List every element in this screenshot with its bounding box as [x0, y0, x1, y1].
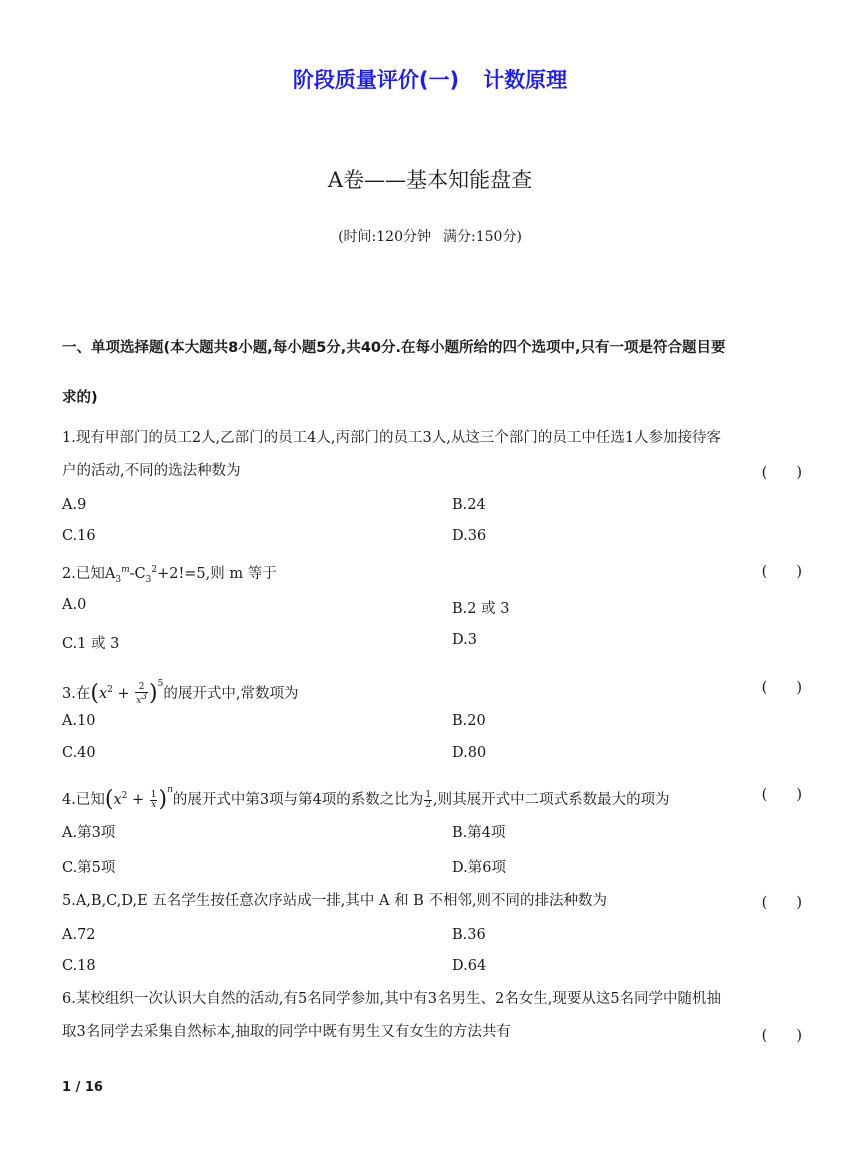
- q2-prefix: 2.已知: [62, 565, 105, 582]
- q1-option-b: B.24: [452, 497, 486, 513]
- time-info: (时间:120分钟: [338, 229, 431, 245]
- q2-formula: $A_3^m-C_3^2+2$!: [104, 565, 185, 585]
- answer-paren-1: ( ): [761, 465, 802, 481]
- q1-option-c: C.16: [62, 528, 96, 544]
- q3-option-a: A.10: [62, 713, 96, 729]
- q4-middle: 的展开式中第3项与第4项的系数之比为: [172, 792, 424, 808]
- question-1-line1: 1.现有甲部门的员工2人,乙部门的员工4人,丙部门的员工3人,从这三个部门的员工中任选1人参加接待客: [62, 430, 722, 446]
- q4-option-d: D.第6项: [452, 860, 506, 876]
- q4-formula: ($x^2$ + $\frac{1}{x}$ )$^n$: [104, 785, 173, 812]
- q3-formula: ($x^2$ + $\frac{2}{x^3}$ )$^5$: [90, 679, 164, 706]
- q4-option-c: C.第5项: [62, 860, 116, 876]
- q4-option-a: A.第3项: [62, 825, 116, 841]
- question-4: [62, 780, 802, 810]
- q2-option-a: A.0: [62, 597, 87, 613]
- title-part2: 计数原理: [483, 68, 568, 92]
- q5-option-b: B.36: [452, 927, 486, 943]
- question-1-line2: 户的活动,不同的选法种数为: [62, 463, 241, 479]
- q4-prefix: 4.已知: [62, 792, 105, 808]
- q4-ratio: $\frac{1}{2}$: [425, 789, 432, 810]
- exam-info: [0, 226, 860, 246]
- question-2: [62, 560, 802, 590]
- q2-suffix: =5,则 m 等于: [184, 565, 277, 582]
- q1-option-d: D.36: [452, 528, 487, 544]
- question-3: [62, 674, 802, 706]
- answer-paren-3: ( ): [761, 680, 802, 696]
- q2-option-b: B.2 或 3: [452, 601, 510, 617]
- paper-subtitle: A卷——基本知能盘查: [327, 168, 533, 192]
- title-part1: 阶段质量评价(一): [292, 68, 460, 92]
- q3-prefix: 3.在: [62, 686, 91, 702]
- answer-paren-5: ( ): [761, 895, 802, 911]
- q2-option-c: C.1 或 3: [62, 636, 120, 652]
- section1-heading: 一、单项选择题(本大题共8小题,每小题5分,共40分.在每小题所给的四个选项中,只有一项是符合题目要: [62, 340, 726, 356]
- q5-option-a: A.72: [62, 927, 96, 943]
- section1-heading-cont: 求的): [62, 390, 98, 406]
- q5-option-d: D.64: [452, 958, 487, 974]
- question-6-line2: 取3名同学去采集自然标本,抽取的同学中既有男生又有女生的方法共有: [62, 1024, 511, 1040]
- answer-paren-6: ( ): [761, 1028, 802, 1044]
- q2-option-d: D.3: [452, 632, 477, 648]
- q3-option-c: C.40: [62, 745, 96, 761]
- q4-suffix: ,则其展开式中二项式系数最大的项为: [433, 792, 670, 808]
- answer-paren-4: ( ): [761, 787, 802, 803]
- q5-option-c: C.18: [62, 958, 96, 974]
- page-title: [0, 64, 860, 94]
- q3-suffix: 的展开式中,常数项为: [163, 686, 299, 702]
- q3-option-b: B.20: [452, 713, 486, 729]
- question-6-line1: 6.某校组织一次认识大自然的活动,有5名同学参加,其中有3名男生、2名女生,现要从这5名同学中随机抽: [62, 991, 722, 1007]
- q4-option-b: B.第4项: [452, 825, 506, 841]
- question-5: 5.A,B,C,D,E 五名学生按任意次序站成一排,其中 A 和 B 不相邻,则不同的排法种数为: [62, 893, 608, 909]
- q3-option-d: D.80: [452, 745, 487, 761]
- q1-option-a: A.9: [62, 497, 87, 513]
- page-number: 1 / 16: [62, 1080, 103, 1095]
- answer-paren-2: ( ): [761, 564, 802, 580]
- score-info: 满分:150分): [443, 229, 522, 245]
